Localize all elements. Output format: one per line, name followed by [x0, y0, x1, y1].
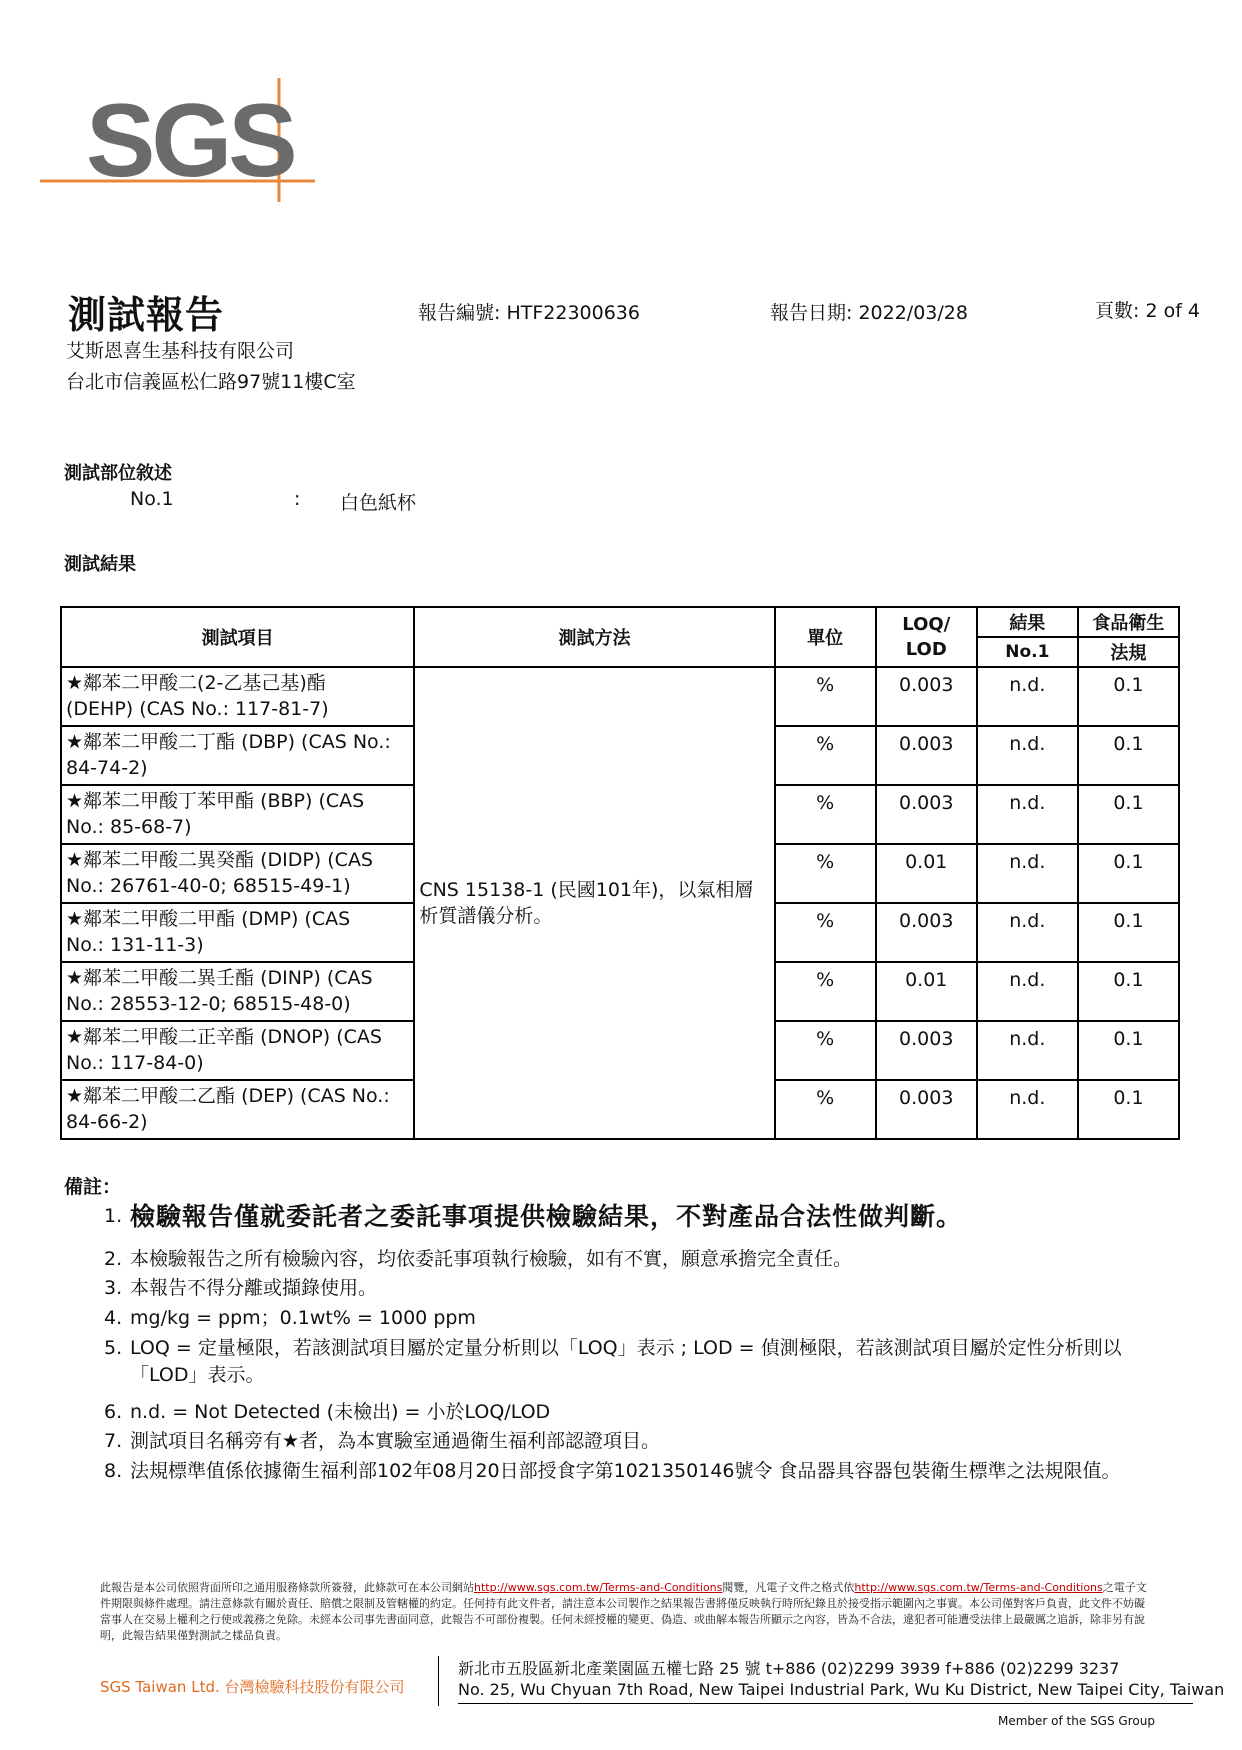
cell-test-item: ★鄰苯二甲酸二異癸酯 (DIDP) (CAS No.: 26761-40-0; 68515-49-1) — [61, 844, 414, 903]
note-number: 3. — [104, 1277, 123, 1299]
cell-unit: % — [775, 844, 876, 903]
header-unit: 單位 — [775, 607, 876, 667]
note-text: n.d. = Not Detected (未檢出) = 小於LOQ/LOD — [130, 1401, 551, 1423]
client-address: 台北市信義區松仁路97號11樓C室 — [66, 371, 356, 393]
note-text: 本檢驗報告之所有檢驗內容，均依委託事項執行檢驗，如有不實，願意承擔完全責任。 — [130, 1248, 853, 1270]
note-number: 8. — [104, 1460, 123, 1482]
cell-loq: 0.003 — [876, 1021, 977, 1080]
note-item — [104, 1246, 1164, 1273]
notes-heading: 備註： — [64, 1176, 122, 1198]
cell-limit: 0.1 — [1078, 726, 1179, 785]
terms-link-2[interactable]: http://www.sgs.com.tw/Terms-and-Conditions — [854, 1581, 1103, 1594]
note-item — [104, 1305, 1164, 1332]
cell-result: n.d. — [977, 726, 1078, 785]
note-number: 1. — [104, 1205, 123, 1227]
results-table — [60, 606, 1180, 1140]
fine-text-3: 之電子文件期限與條件處理。請注意條款有關於責任、賠償之限制及管轄權的約定。任何持有此文件者，請注意本公司製作之結果報告書將僅反映執行時所紀錄且於接受指示範圍內之事實。本公司僅對客戶負責，此文件不妨礙當事人在交易上權利之行使或義務之免除。未經本公司事先書面同意，此報告不可部份複製。任何未經授權的變更、偽造、或曲解本報告所顯示之內容，皆為不合法，違犯者可能遭受法律上最嚴厲之追訴，除非另有說明，此報告結果僅對測試之樣品負責。 — [100, 1581, 1147, 1642]
note-text: mg/kg = ppm；0.1wt% = 1000 ppm — [130, 1307, 476, 1329]
cell-loq: 0.01 — [876, 962, 977, 1021]
test-part-colon: : — [294, 488, 301, 510]
note-item — [104, 1203, 1164, 1230]
header-regulation: 食品衛生 — [1078, 607, 1179, 637]
cell-limit: 0.1 — [1078, 903, 1179, 962]
page-count: 頁數: 2 of 4 — [1095, 300, 1201, 322]
footer-address-cn: 新北市五股區新北產業園區五權七路 25 號 t+886 (02)2299 3939 f+886 (02)2299 3237 — [458, 1659, 1120, 1678]
cell-unit: % — [775, 785, 876, 844]
cell-unit: % — [775, 962, 876, 1021]
cell-test-item: ★鄰苯二甲酸二(2-乙基己基)酯 (DEHP) (CAS No.: 117-81-7) — [61, 667, 414, 726]
cell-loq: 0.003 — [876, 903, 977, 962]
note-item — [104, 1335, 1164, 1389]
cell-test-item: ★鄰苯二甲酸丁苯甲酯 (BBP) (CAS No.: 85-68-7) — [61, 785, 414, 844]
cell-result: n.d. — [977, 1021, 1078, 1080]
test-part-label: No.1 — [130, 488, 174, 510]
note-item — [104, 1458, 1164, 1485]
cell-test-item: ★鄰苯二甲酸二正辛酯 (DNOP) (CAS No.: 117-84-0) — [61, 1021, 414, 1080]
cell-limit: 0.1 — [1078, 844, 1179, 903]
cell-result: n.d. — [977, 962, 1078, 1021]
header-regulation-line2: 法規 — [1078, 637, 1179, 667]
header-lod: LOD — [905, 639, 947, 660]
note-item — [104, 1399, 1164, 1426]
note-text: 本報告不得分離或擷錄使用。 — [130, 1277, 378, 1299]
header-loq: LOQ/ — [902, 614, 951, 635]
terms-link-1[interactable]: http://www.sgs.com.tw/Terms-and-Conditions — [474, 1581, 723, 1594]
client-company: 艾斯恩喜生基科技有限公司 — [66, 340, 295, 362]
header-loq-lod — [876, 607, 977, 667]
cell-result: n.d. — [977, 785, 1078, 844]
cell-loq: 0.003 — [876, 1080, 977, 1139]
report-number: 報告編號: HTF22300636 — [418, 302, 640, 324]
footer-company: SGS Taiwan Ltd. 台灣檢驗科技股份有限公司 — [100, 1678, 405, 1696]
footer-address-en: No. 25, Wu Chyuan 7th Road, New Taipei Industrial Park, Wu Ku District, New Taipei City, Taiwan — [458, 1680, 1225, 1699]
note-number: 4. — [104, 1307, 123, 1329]
header-result-no1: No.1 — [977, 637, 1078, 667]
cell-result: n.d. — [977, 903, 1078, 962]
table-row — [61, 667, 1179, 726]
cell-result: n.d. — [977, 1080, 1078, 1139]
test-part-heading: 測試部位敘述 — [64, 463, 172, 484]
note-item — [104, 1275, 1164, 1302]
cell-limit: 0.1 — [1078, 1080, 1179, 1139]
note-text: 測試項目名稱旁有★者，為本實驗室通過衛生福利部認證項目。 — [130, 1430, 661, 1452]
cell-unit: % — [775, 1021, 876, 1080]
header-test-item: 測試項目 — [61, 607, 414, 667]
cell-limit: 0.1 — [1078, 667, 1179, 726]
cell-unit: % — [775, 667, 876, 726]
cell-unit: % — [775, 726, 876, 785]
cell-test-item: ★鄰苯二甲酸二異壬酯 (DINP) (CAS No.: 28553-12-0; 68515-48-0) — [61, 962, 414, 1021]
footer-member: Member of the SGS Group — [998, 1714, 1155, 1728]
fine-text-1: 此報告是本公司依照背面所印之通用服務條款所簽發，此條款可在本公司網站 — [100, 1581, 474, 1594]
cell-unit: % — [775, 903, 876, 962]
cell-limit: 0.1 — [1078, 962, 1179, 1021]
cell-test-item: ★鄰苯二甲酸二乙酯 (DEP) (CAS No.: 84-66-2) — [61, 1080, 414, 1139]
results-heading: 測試結果 — [64, 554, 136, 575]
footer-underline — [458, 1703, 1193, 1704]
cell-test-item: ★鄰苯二甲酸二丁酯 (DBP) (CAS No.: 84-74-2) — [61, 726, 414, 785]
cell-loq: 0.003 — [876, 667, 977, 726]
note-text: 檢驗報告僅就委託者之委託事項提供檢驗結果，不對產品合法性做判斷。 — [130, 1202, 963, 1231]
footer-divider — [438, 1656, 439, 1706]
page-title: 測試報告 — [68, 293, 225, 337]
cell-loq: 0.003 — [876, 726, 977, 785]
cell-result: n.d. — [977, 844, 1078, 903]
note-number: 5. — [104, 1337, 123, 1359]
sgs-logo — [40, 78, 315, 202]
note-number: 6. — [104, 1401, 123, 1423]
report-date: 報告日期: 2022/03/28 — [770, 302, 968, 324]
cell-loq: 0.01 — [876, 844, 977, 903]
terms-fine-print — [100, 1580, 1150, 1644]
header-test-method: 測試方法 — [414, 607, 774, 667]
cell-limit: 0.1 — [1078, 1021, 1179, 1080]
svg-text:SGS: SGS — [86, 83, 294, 199]
cell-unit: % — [775, 1080, 876, 1139]
note-item — [104, 1428, 1164, 1455]
note-text: LOQ = 定量極限，若該測試項目屬於定量分析則以「LOQ」表示 ; LOD = 偵測極限，若該測試項目屬於定性分析則以「LOD」表示。 — [130, 1337, 1122, 1386]
cell-limit: 0.1 — [1078, 785, 1179, 844]
note-number: 7. — [104, 1430, 123, 1452]
note-number: 2. — [104, 1248, 123, 1270]
cell-result: n.d. — [977, 667, 1078, 726]
cell-loq: 0.003 — [876, 785, 977, 844]
header-result: 結果 — [977, 607, 1078, 637]
cell-test-method: CNS 15138-1 (民國101年)，以氣相層析質譜儀分析。 — [414, 667, 774, 1139]
test-part-value: 白色紙杯 — [340, 492, 417, 514]
cell-test-item: ★鄰苯二甲酸二甲酯 (DMP) (CAS No.: 131-11-3) — [61, 903, 414, 962]
fine-text-2: 閱覽，凡電子文件之格式依 — [722, 1581, 855, 1594]
note-text: 法規標準值係依據衛生福利部102年08月20日部授食字第1021350146號令 食品器具容器包裝衛生標準之法規限值。 — [130, 1460, 1121, 1482]
